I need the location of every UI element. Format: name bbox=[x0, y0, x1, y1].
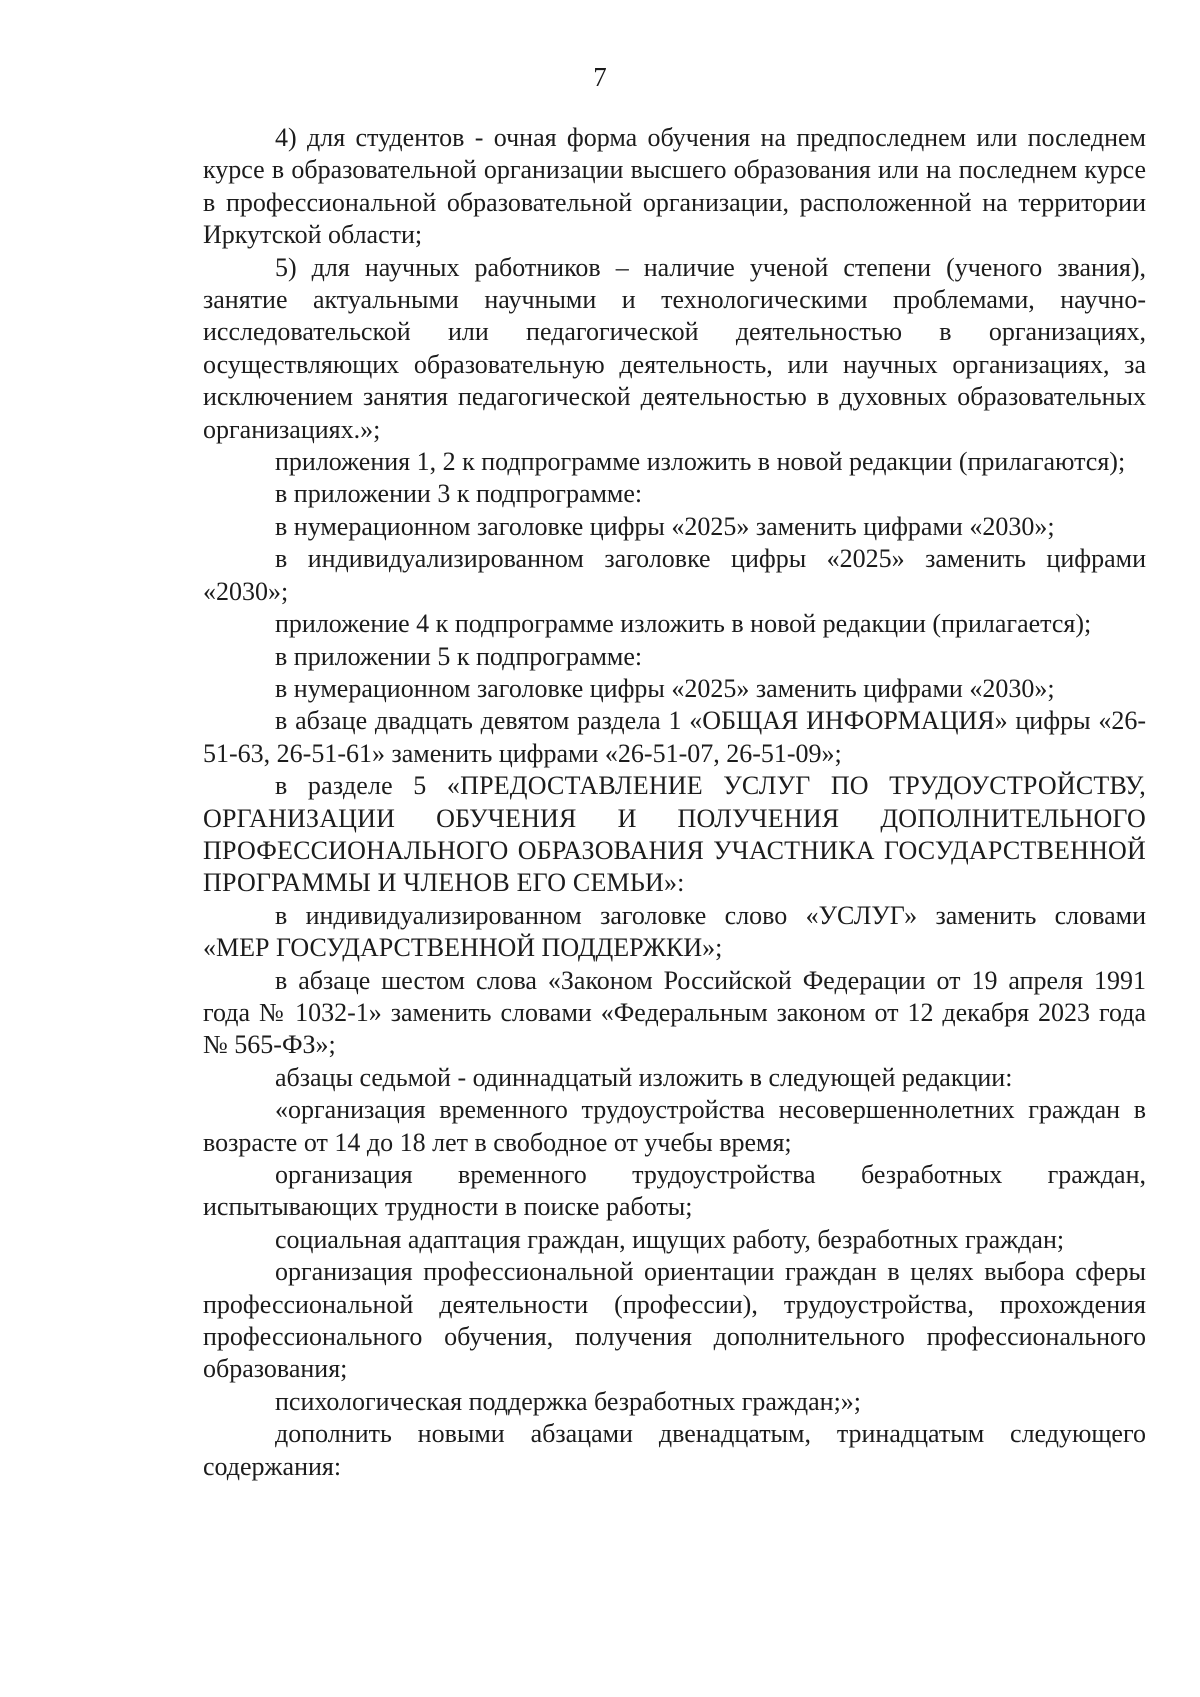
paragraph-appendices-1-2: приложения 1, 2 к подпрограмме изложить в новой редакции (прилагаются); bbox=[275, 447, 1126, 477]
paragraph-new-paragraphs: дополнить новыми абзацами двенадцатым, тринадцатым следующего содержания: bbox=[203, 1419, 1146, 1481]
paragraph-section-5-intro: в разделе 5 «ПРЕДОСТАВЛЕНИЕ УСЛУГ ПО ТРУДОУСТРОЙСТВУ, ОРГАНИЗАЦИИ ОБУЧЕНИЯ И ПОЛУЧЕНИЯ ДОПОЛНИТЕЛЬНОГО ПРОФЕССИОНАЛЬНОГО ОБРАЗОВАНИЯ УЧАСТНИКА ГОСУДАРСТВЕННОЙ ПРОГРАММЫ И ЧЛЕНОВ ЕГО СЕМЬИ»: bbox=[203, 771, 1146, 898]
paragraph-appendix-5-intro: в приложении 5 к подпрограмме: bbox=[275, 641, 643, 671]
paragraph-section-5-law-reference: в абзаце шестом слова «Законом Российской Федерации от 19 апреля 1991 года № 1032-1» заменить словами «Федеральным законом от 12 декабря 2023 года № 565-ФЗ»; bbox=[203, 965, 1146, 1060]
paragraph-appendix-3-title: в индивидуализированном заголовке цифры «2025» заменить цифрами «2030»; bbox=[203, 544, 1146, 606]
paragraph-unemployed-employment: организация временного трудоустройства безработных граждан, испытывающих трудности в поиске работы; bbox=[203, 1160, 1146, 1222]
paragraph-section-5-new-wording: абзацы седьмой - одиннадцатый изложить в следующей редакции: bbox=[275, 1062, 1013, 1092]
paragraph-appendix-3-intro: в приложении 3 к подпрограмме: bbox=[275, 479, 643, 509]
paragraph-career-guidance: организация профессиональной ориентации граждан в целях выбора сферы профессиональной деятельности (профессии), трудоустройства, прохождения профессионального обучения, получения дополнительного профессионального образования; bbox=[203, 1257, 1146, 1384]
paragraph-psychological-support: психологическая поддержка безработных граждан;»; bbox=[275, 1386, 862, 1416]
paragraph-section-1-phones: в абзаце двадцать девятом раздела 1 «ОБЩАЯ ИНФОРМАЦИЯ» цифры «26-51-63, 26-51-61» заменить цифрами «26-51-07, 26-51-09»; bbox=[203, 706, 1146, 768]
paragraph-scientists-criteria: 5) для научных работников – наличие ученой степени (ученого звания), занятие актуальными научными и технологическими проблемами, научно-исследовательской или педагогической деятельностью в организациях, осуществляющих образовательную деятельность, или научных организациях, за исключением занятия педагогической деятельностью в духовных образовательных организациях.»; bbox=[203, 252, 1146, 444]
paragraph-students-criteria: 4) для студентов - очная форма обучения на предпоследнем или последнем курсе в образовательной организации высшего образования или на последнем курсе в профессиональной образовательной организации, расположенной на территории Иркутской области; bbox=[203, 123, 1146, 250]
paragraph-section-5-title: в индивидуализированном заголовке слово «УСЛУГ» заменить словами «МЕР ГОСУДАРСТВЕННОЙ ПОДДЕРЖКИ»; bbox=[203, 900, 1146, 963]
paragraph-appendix-4: приложение 4 к подпрограмме изложить в новой редакции (прилагается); bbox=[275, 609, 1092, 639]
page-number: 7 bbox=[593, 62, 607, 92]
paragraph-appendix-3-numbering: в нумерационном заголовке цифры «2025» заменить цифрами «2030»; bbox=[275, 511, 1055, 541]
paragraph-social-adaptation: социальная адаптация граждан, ищущих работу, безработных граждан; bbox=[275, 1224, 1065, 1254]
paragraph-minors-employment: «организация временного трудоустройства несовершеннолетних граждан в возрасте от 14 до 18 лет в свободное от учебы время; bbox=[203, 1095, 1146, 1157]
document-body bbox=[203, 122, 1146, 1483]
paragraph-appendix-5-numbering: в нумерационном заголовке цифры «2025» заменить цифрами «2030»; bbox=[275, 673, 1055, 703]
